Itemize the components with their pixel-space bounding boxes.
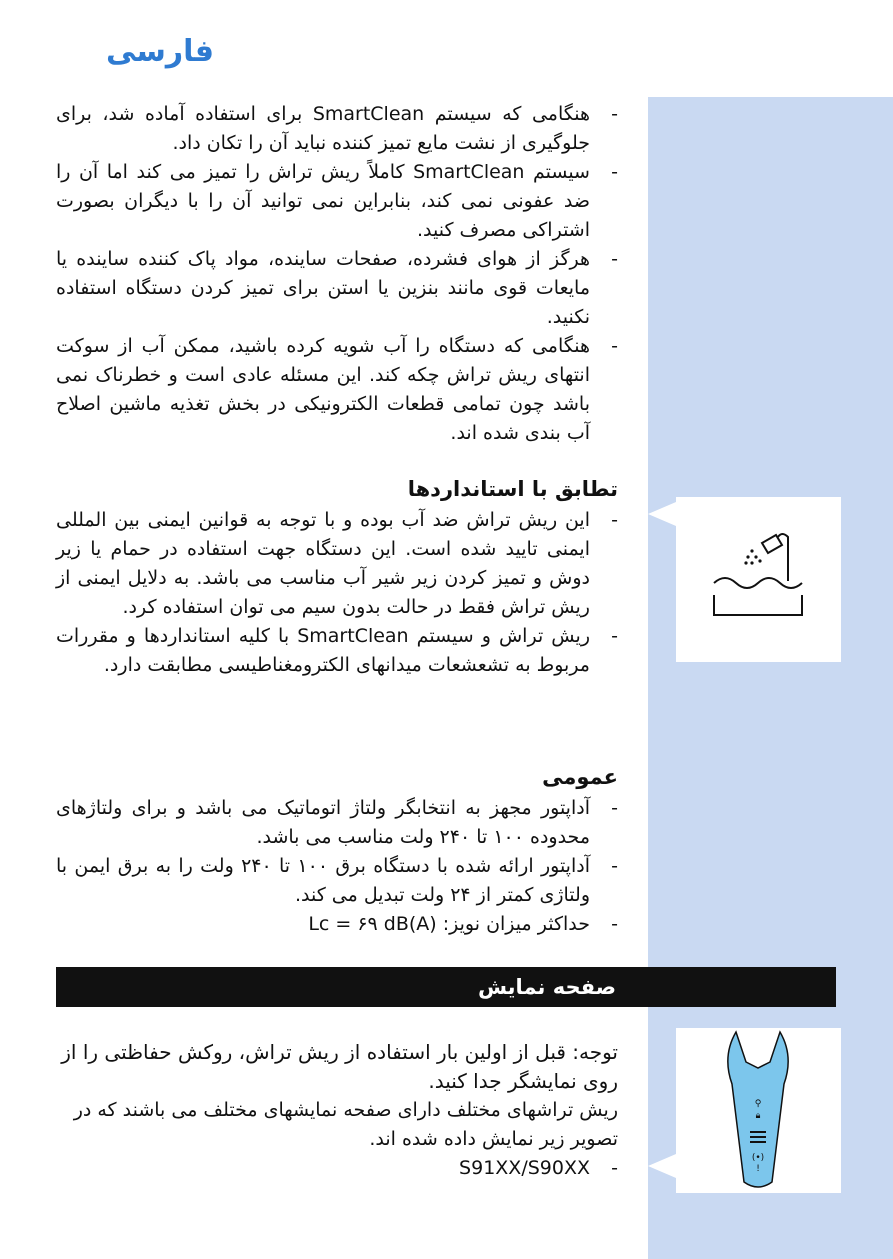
section-heading-compliance: تطابق با استانداردها [407,477,618,501]
svg-text:⚲: ⚲ [754,1099,762,1109]
display-note: توجه: قبل از اولین بار استفاده از ریش تراش، روکش حفاظتی را از روی نمایشگر جدا کنید. [61,1040,618,1093]
list-item: - حداکثر میزان نویز: Lc = ۶۹ dB(A) [56,910,618,939]
section-cleaning-notes [56,100,618,448]
list-item: - آداپتور مجهز به انتخابگر ولتاژ اتوماتیک می باشد و برای ولتاژهای محدوده ۱۰۰ تا ۲۴۰ ولت مناسب می باشد. [56,794,618,852]
svg-text:🔒︎: 🔒︎ [755,1111,761,1121]
shaver-display-icon [676,1028,841,1193]
list-item-models: - S91XX/S90XX [56,1154,618,1183]
callout-pointer [648,502,676,526]
list-item: - هنگامی که دستگاه را آب شویه کرده باشید، ممکن آب از سوکت انتهای ریش تراش چکه کند. این مسئله عادی است و خطرناک نمی باشد چون تمامی قطعات الکترونیکی در بخش تغذیه ماشین اصلاح آب بندی شده اند. [56,332,618,448]
svg-text:!: ! [756,1164,760,1174]
section-general [56,760,618,939]
shower-bath-icon [676,497,841,662]
list-item: - این ریش تراش ضد آب بوده و با توجه به قوانین ایمنی بین المللی ایمنی تایید شده است. این دستگاه جهت استفاده در حمام یا زیر دوش و تمیز کردن زیر شیر آب مناسب می باشد. به دلایل ایمنی از ریش تراش فقط در حالت بدون سیم می توان استفاده کرد. [56,506,618,622]
list-item: - سیستم SmartClean کاملاً ریش تراش را تمیز می کند اما آن را ضد عفونی نمی کند، بنابراین نمی توانید آن را با دیگران بصورت اشتراکی مصرف کنید. [56,158,618,245]
list-item: - آداپتور ارائه شده با دستگاه برق ۱۰۰ تا ۲۴۰ ولت را به برق ایمن با ولتاژی کمتر از ۲۴ ولت تبدیل می کند. [56,852,618,910]
list-item: - هرگز از هوای فشرده، صفحات ساینده، مواد پاک کننده ساینده یا مایعات قوی مانند بنزین یا استن برای تمیز کردن دستگاه استفاده نکنید. [56,245,618,332]
display-info: ریش تراشهای مختلف دارای صفحه نمایشهای مختلف می باشند که در تصویر زیر نمایش داده شده اند. [73,1099,618,1150]
language-title: فارسی [106,34,215,69]
illustration-panel [676,497,841,662]
svg-text:(•): (•) [751,1153,765,1163]
section-heading-display: صفحه نمایش [56,967,836,1007]
section-compliance [56,472,618,680]
section-heading-general: عمومی [542,765,618,789]
illustration-panel [676,1028,841,1193]
list-item: - ریش تراش و سیستم SmartClean با کلیه استانداردها و مقررات مربوط به تشعشعات میدانهای الکترومغناطیسی مطابقت دارد. [56,622,618,680]
section-display [56,1038,618,1183]
callout-pointer [648,1154,676,1178]
list-item: - هنگامی که سیستم SmartClean برای استفاده آماده شد، برای جلوگیری از نشت مایع تمیز کننده نباید آن را تکان داد. [56,100,618,158]
